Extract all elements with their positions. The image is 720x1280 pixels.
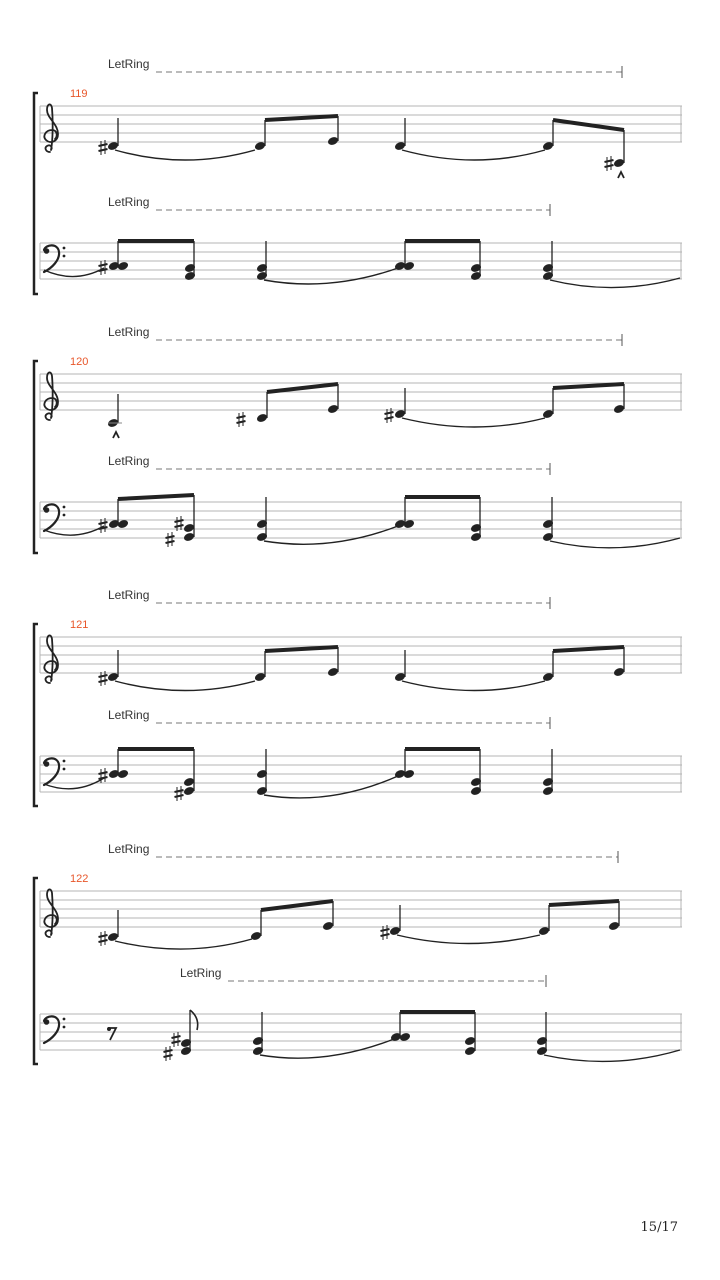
let-ring-label: LetRing	[108, 588, 150, 602]
bass-notes	[44, 495, 680, 548]
page-number: 15/17	[640, 1220, 678, 1235]
let-ring-label: LetRing	[108, 454, 150, 468]
bass-staff	[40, 502, 682, 538]
measure-number: 119	[70, 88, 88, 100]
beam	[265, 647, 338, 651]
system-121	[34, 588, 682, 806]
beam	[553, 120, 624, 130]
note-head	[327, 136, 339, 147]
bass-notes	[44, 241, 680, 288]
tie	[402, 150, 545, 160]
sharp-icon	[164, 1046, 173, 1061]
measure-number: 120	[70, 356, 89, 368]
treble-clef-icon	[44, 889, 58, 937]
note-head	[327, 404, 339, 415]
note-head	[256, 413, 268, 424]
bass-notes	[44, 749, 554, 801]
sharp-icon	[166, 532, 175, 547]
treble-clef-icon	[44, 104, 58, 152]
treble-staff	[40, 374, 682, 410]
measure-number: 122	[70, 873, 89, 885]
marcato-icon	[113, 432, 119, 438]
system-bracket	[34, 93, 38, 294]
system-120	[34, 325, 682, 553]
let-ring-label: LetRing	[108, 708, 150, 722]
beam	[549, 901, 619, 905]
marcato-icon	[618, 172, 624, 178]
treble-notes	[99, 901, 621, 949]
let-ring-label: LetRing	[108, 842, 150, 856]
note-head	[183, 532, 195, 543]
beam	[265, 116, 338, 120]
treble-clef-icon	[44, 372, 58, 420]
system-119	[34, 57, 682, 294]
note-head	[464, 1036, 476, 1047]
treble-notes	[99, 116, 626, 178]
sharp-icon	[237, 412, 246, 427]
note-head	[327, 667, 339, 678]
measure-number: 121	[70, 619, 89, 631]
treble-clef-icon	[44, 635, 58, 683]
treble-staff	[40, 637, 682, 673]
bass-clef-icon	[44, 504, 66, 531]
sharp-icon	[99, 931, 108, 946]
system-bracket	[34, 361, 38, 553]
system-bracket	[34, 878, 38, 1064]
beam	[267, 384, 338, 392]
note-head	[613, 158, 625, 169]
note-head	[183, 523, 195, 534]
beam	[553, 384, 624, 388]
bass-clef-icon	[44, 245, 66, 272]
note-head	[464, 1046, 476, 1057]
bass-staff	[40, 1014, 682, 1050]
note-head	[613, 667, 625, 678]
note-head	[183, 786, 195, 797]
sharp-icon	[175, 786, 184, 801]
bass-notes	[107, 1010, 680, 1061]
let-ring-label: LetRing	[108, 57, 150, 71]
system-bracket	[34, 624, 38, 806]
tie	[115, 150, 255, 160]
flag	[190, 1010, 198, 1030]
beam	[553, 647, 624, 651]
treble-staff	[40, 891, 682, 927]
note-head	[183, 777, 195, 788]
beam	[118, 495, 194, 499]
note-head	[322, 921, 334, 932]
note-head	[608, 921, 620, 932]
bass-staff	[40, 756, 682, 792]
note-head	[107, 932, 119, 943]
sharp-icon	[605, 156, 614, 171]
sharp-icon	[172, 1032, 181, 1047]
let-ring-label: LetRing	[108, 195, 150, 209]
let-ring-label: LetRing	[108, 325, 150, 339]
let-ring-label: LetRing	[180, 966, 222, 980]
note-head	[117, 769, 129, 780]
system-122	[34, 842, 682, 1064]
bass-staff	[40, 243, 682, 279]
note-head	[613, 404, 625, 415]
bass-clef-icon	[44, 758, 66, 785]
bass-clef-icon	[44, 1016, 66, 1043]
treble-notes	[99, 647, 626, 691]
sharp-icon	[99, 260, 108, 275]
